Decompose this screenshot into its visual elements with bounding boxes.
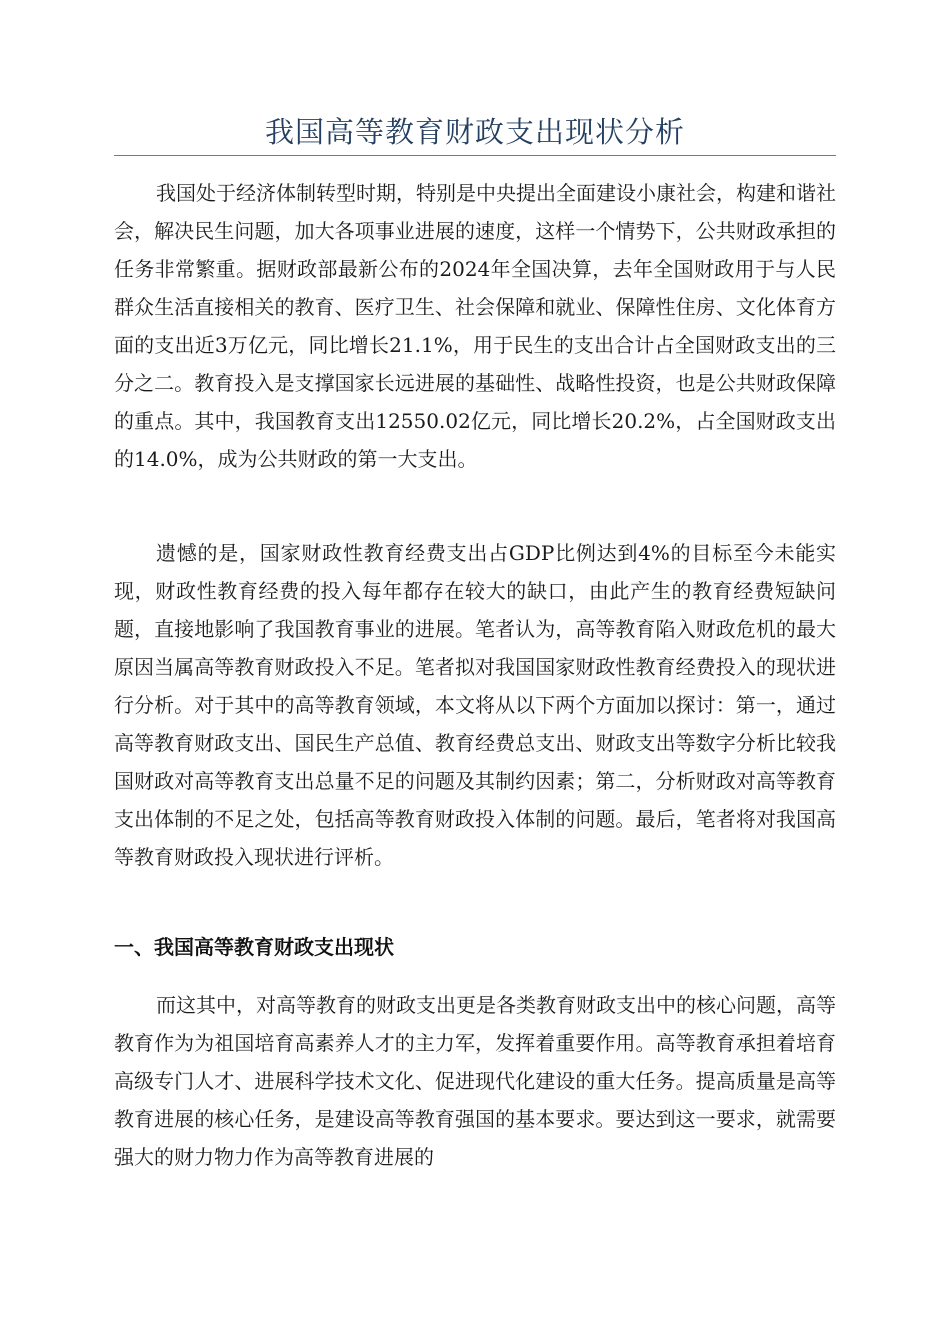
body-paragraph-1: 我国处于经济体制转型时期，特别是中央提出全面建设小康社会，构建和谐社会，解决民生问题，加大各项事业进展的速度，这样一个情势下，公共财政承担的任务非常繁重。据财政部最新公布的2024年全国决算，去年全国财政用于与人民群众生活直接相关的教育、医疗卫生、社会保障和就业、保障性住房、文化体育方面的支出近3万亿元，同比增长21.1%，用于民生的支出合计占全国财政支出的三分之二。教育投入是支撑国家长远进展的基础性、战略性投资，也是公共财政保障的重点。其中，我国教育支出12550.02亿元，同比增长20.2%，占全国财政支出的14.0%，成为公共财政的第一大支出。 bbox=[114, 181, 836, 471]
body-paragraph-3: 而这其中，对高等教育的财政支出更是各类教育财政支出中的核心问题，高等教育作为为祖国培育高素养人才的主力军，发挥着重要作用。高等教育承担着培育高级专门人才、进展科学技术文化、促进现代化建设的重大任务。提高质量是高等教育进展的核心任务，是建设高等教育强国的基本要求。要达到这一要求，就需要强大的财力物力作为高等教育进展的 bbox=[114, 993, 836, 1169]
title-underline bbox=[114, 155, 836, 156]
section-heading: 一、我国高等教育财政支出现状 bbox=[114, 935, 394, 959]
body-paragraph-2: 遗憾的是，国家财政性教育经费支出占GDP比例达到4%的目标至今未能实现，财政性教育经费的投入每年都存在较大的缺口，由此产生的教育经费短缺问题，直接地影响了我国教育事业的进展。笔者认为，高等教育陷入财政危机的最大原因当属高等教育财政投入不足。笔者拟对我国国家财政性教育经费投入的现状进行分析。对于其中的高等教育领域，本文将从以下两个方面加以探讨：第一，通过高等教育财政支出、国民生产总值、教育经费总支出、财政支出等数字分析比较我国财政对高等教育支出总量不足的问题及其制约因素；第二，分析财政对高等教育支出体制的不足之处，包括高等教育财政投入体制的问题。最后，笔者将对我国高等教育财政投入现状进行评析。 bbox=[114, 541, 836, 869]
document-title: 我国高等教育财政支出现状分析 bbox=[264, 115, 685, 149]
